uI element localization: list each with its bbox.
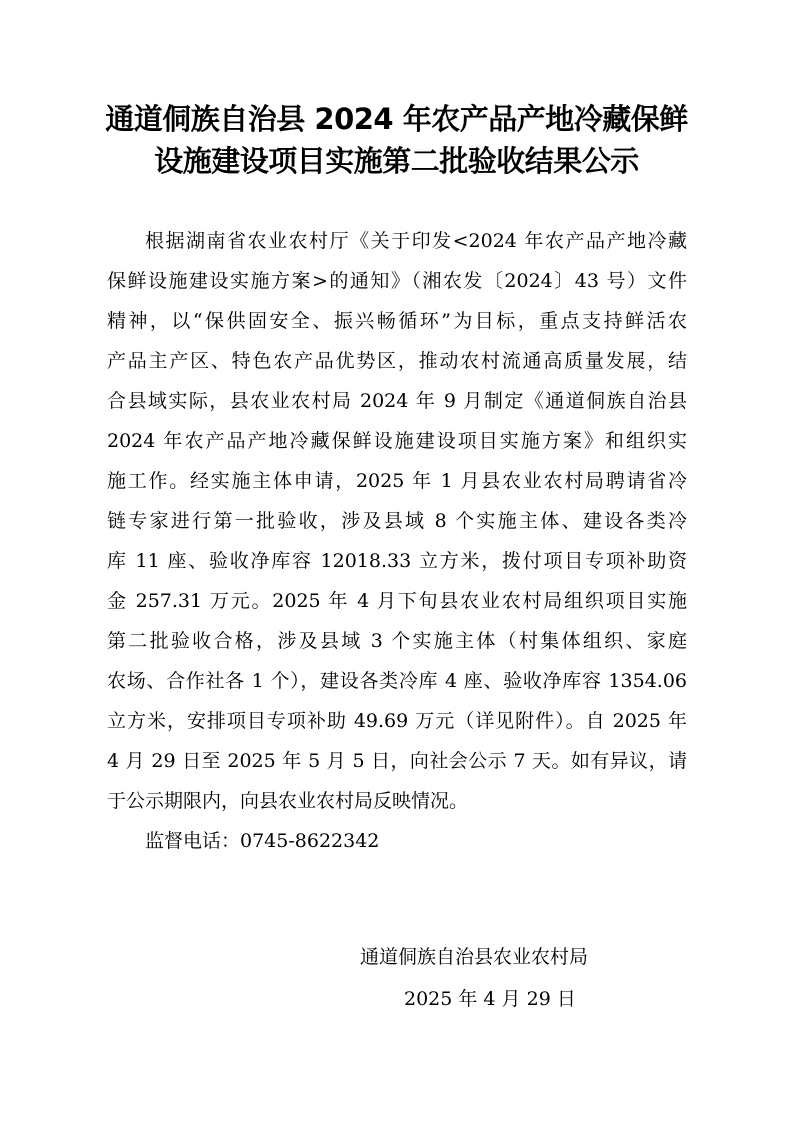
signature-organization: 通道侗族自治县农业农村局 — [360, 946, 589, 968]
body-line: 保鲜设施建设实施方案>的通知》（湘农发〔2024〕43 号）文件 — [107, 270, 687, 292]
body-line: 2024 年农产品产地冷藏保鲜设施建设项目实施方案》和组织实 — [107, 430, 687, 452]
body-line: 施工作。经实施主体申请，2025 年 1 月县农业农村局聘请省冷 — [107, 470, 687, 492]
document-title-line-2: 设施建设项目实施第二批验收结果公示 — [154, 144, 639, 178]
body-line: 库 11 座、验收净库容 12018.33 立方米，拨付项目专项补助资 — [107, 550, 687, 572]
body-line: 第二批验收合格，涉及县域 3 个实施主体（村集体组织、家庭 — [107, 630, 687, 652]
body-line: 根据湖南省农业农村厅《关于印发<2024 年农产品产地冷藏 — [145, 230, 687, 252]
supervision-phone: 监督电话：0745-8622342 — [145, 830, 380, 852]
body-line: 金 257.31 万元。2025 年 4 月下旬县农业农村局组织项目实施 — [107, 590, 687, 612]
signature-date: 2025 年 4 月 29 日 — [404, 988, 576, 1010]
body-line: 4 月 29 日至 2025 年 5 月 5 日，向社会公示 7 天。如有异议，请 — [107, 750, 687, 772]
body-line: 精神，以“保供固安全、振兴畅循环”为目标，重点支持鲜活农 — [107, 310, 687, 332]
body-line: 立方米，安排项目专项补助 49.69 万元（详见附件）。自 2025 年 — [107, 710, 687, 732]
body-line: 于公示期限内，向县农业农村局反映情况。 — [107, 790, 469, 812]
body-line: 产品主产区、特色农产品优势区，推动农村流通高质量发展，结 — [107, 350, 687, 372]
document-title-line-1: 通道侗族自治县 2024 年农产品产地冷藏保鲜 — [105, 102, 688, 136]
body-line: 链专家进行第一批验收，涉及县域 8 个实施主体、建设各类冷 — [107, 510, 687, 532]
body-line: 农场、合作社各 1 个），建设各类冷库 4 座、验收净库容 1354.06 — [107, 670, 687, 692]
body-line: 合县域实际，县农业农村局 2024 年 9 月制定《通道侗族自治县 — [107, 390, 687, 412]
